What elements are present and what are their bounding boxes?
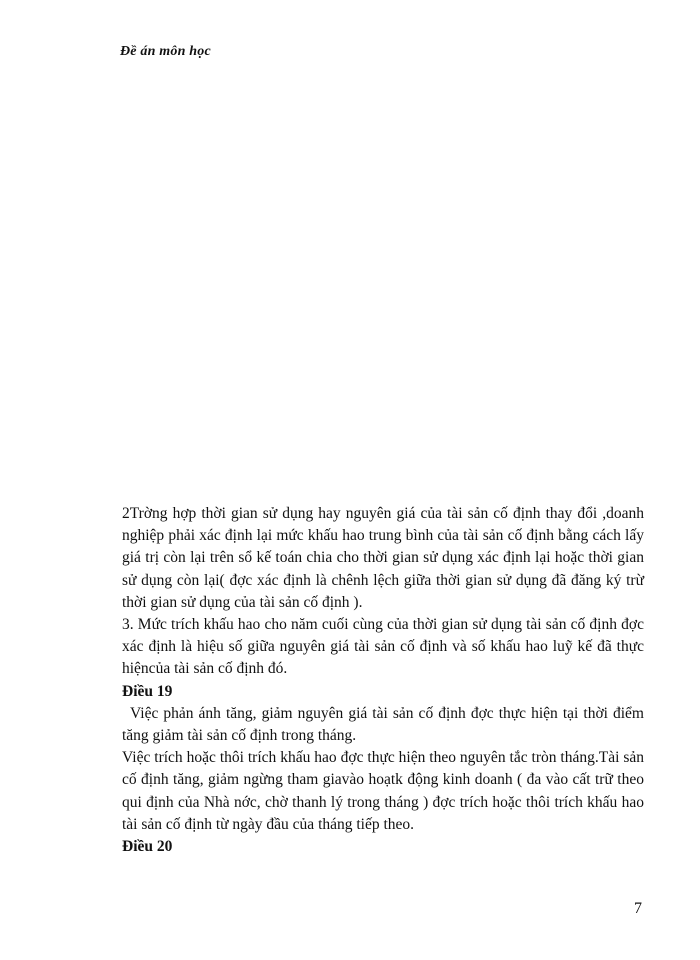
paragraph-depreciation-rounding: Việc trích hoặc thôi trích khấu hao đợc thực hiện theo nguyên tắc tròn tháng.Tài sản cố định tăng, giảm ngừng tham giavào hoạtk động kinh doanh ( đa vào cất trữ theo qui định của Nhà nớc, chờ thanh lý trong tháng ) đợc trích hoặc thôi trích khấu hao tài sản cố định từ ngày đầu của tháng tiếp theo. xyxy=(122,749,644,833)
paragraph-useful-life-change: 2Trờng hợp thời gian sử dụng hay nguyên giá của tài sản cố định thay đổi ,doanh nghiệp phải xác định lại mức khấu hao trung bình của tài sản cố định bằng cách lấy giá trị còn lại trên sổ kế toán chia cho thời gian sử dụng xác định lại hoặc thời gian sử dụng còn lại( đợc xác định là chênh lệch giữa thời gian sử dụng đã đăng ký trừ thời gian sử dụng của tài sản cố định ). xyxy=(122,505,644,611)
paragraph-cost-change-recording: Việc phản ánh tăng, giảm nguyên giá tài sản cố định đợc thực hiện tại thời điểm tăng giảm tài sản cố định trong tháng. xyxy=(122,704,644,745)
page-number: 7 xyxy=(634,900,642,917)
page-header: Đề án môn học xyxy=(120,44,211,59)
paragraph-final-year-depreciation: 3. Mức trích khấu hao cho năm cuối cùng của thời gian sử dụng tài sản cố định đợc xác định là hiệu số giữa nguyên giá tài sản cố định và số khấu hao luỹ kế đã thực hiệncủa tài sản cố định đó. xyxy=(122,616,644,678)
article-20-heading: Điều 20 xyxy=(122,838,173,856)
document-body xyxy=(122,503,644,858)
article-19-heading: Điều 19 xyxy=(122,682,173,700)
